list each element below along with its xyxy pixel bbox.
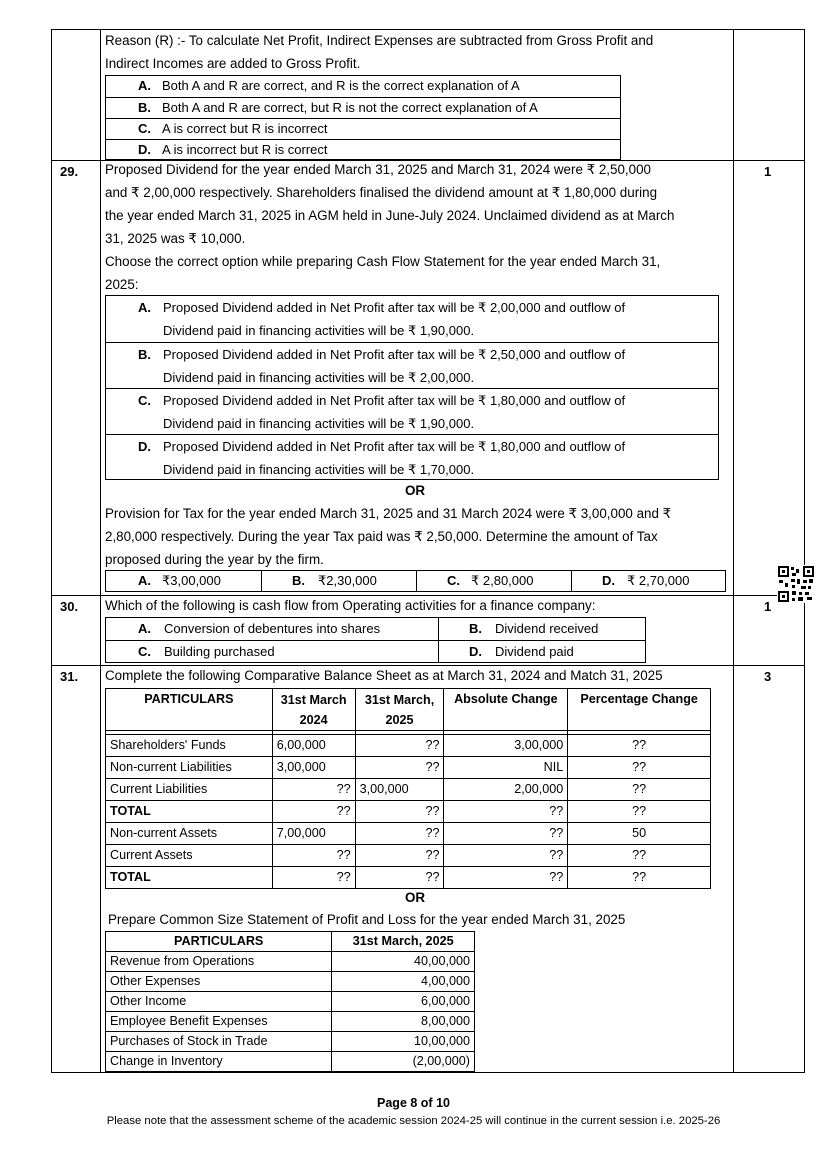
q29-option-d[interactable]: [106, 434, 718, 481]
option-letter: A.: [138, 573, 151, 588]
q31-alt-stem: Prepare Common Size Statement of Profit and Loss for the year ended March 31, 2025: [108, 912, 626, 927]
option-letter: C.: [138, 393, 151, 408]
assessment-scheme-note: Please note that the assessment scheme of the academic session 2024-25 will continue in the current session i.e. 2025-26: [106, 1115, 721, 1127]
cell-percentage[interactable]: ??: [568, 845, 711, 867]
q31-or-separator: OR: [405, 890, 426, 905]
row-label: Current Liabilities: [106, 779, 273, 801]
common-size-statement-table: [105, 931, 475, 1072]
q30-option-b[interactable]: [439, 618, 645, 640]
option-text: Dividend received: [495, 621, 599, 636]
option-letter: D.: [602, 573, 615, 588]
column-divider-left: [100, 29, 101, 1073]
option-letter: B.: [138, 347, 151, 362]
option-text-line2: Dividend paid in financing activities will be ₹ 1,70,000.: [163, 462, 475, 477]
option-letter: B.: [469, 621, 482, 636]
q28-options-box: [105, 75, 621, 160]
option-text: ₹ 2,80,000: [471, 573, 534, 588]
option-text-line2: Dividend paid in financing activities will be ₹ 1,90,000.: [163, 416, 475, 431]
table-row: [106, 779, 711, 801]
row-label: Other Expenses: [106, 972, 332, 992]
question-number-30: 30.: [60, 599, 79, 614]
q29-alt-options-box: [105, 570, 726, 592]
option-text: Dividend paid: [495, 644, 574, 659]
option-text: A is incorrect but R is correct: [162, 142, 328, 157]
reason-statement-line1: Reason (R) :- To calculate Net Profit, Indirect Expenses are subtracted from Gross Profit and: [105, 33, 654, 48]
option-text-line1: Proposed Dividend added in Net Profit after tax will be ₹ 1,80,000 and outflow of: [163, 393, 626, 408]
row-value: 4,00,000: [332, 972, 475, 992]
cell-2025[interactable]: ??: [355, 757, 444, 779]
table-header-row: [106, 689, 711, 731]
q30-option-d[interactable]: [439, 641, 645, 663]
q28-option-c[interactable]: [106, 118, 620, 140]
marks-q29: 1: [764, 164, 772, 179]
header-percentage-change: Percentage Change: [568, 689, 711, 731]
option-text-line2: Dividend paid in financing activities will be ₹ 1,90,000.: [163, 323, 475, 338]
option-letter: C.: [138, 644, 151, 659]
option-text: Building purchased: [164, 644, 275, 659]
table-row: [106, 757, 711, 779]
q29-stem-line4: 31, 2025 was ₹ 10,000.: [105, 231, 246, 246]
header-absolute-change: Absolute Change: [444, 689, 568, 731]
q30-stem: Which of the following is cash flow from Operating activities for a finance company:: [105, 598, 596, 613]
table-row: [106, 992, 475, 1012]
option-letter: D.: [138, 142, 151, 157]
cell-absolute[interactable]: ??: [444, 801, 568, 823]
cell-percentage[interactable]: ??: [568, 735, 711, 757]
q29-alt-option-d[interactable]: [572, 571, 725, 591]
row-label: Non-current Assets: [106, 823, 273, 845]
q29-alt-line2: 2,80,000 respectively. During the year Tax paid was ₹ 2,50,000. Determine the amount of Tax: [105, 529, 658, 544]
cell-percentage[interactable]: ??: [568, 757, 711, 779]
row-label: Other Income: [106, 992, 332, 1012]
table-row: [106, 823, 711, 845]
row-label: Change in Inventory: [106, 1052, 332, 1072]
cell-2024: 3,00,000: [272, 757, 355, 779]
q29-alt-line1: Provision for Tax for the year ended March 31, 2025 and 31 March 2024 were ₹ 3,00,000 and ₹: [105, 506, 672, 521]
option-letter: D.: [138, 439, 151, 454]
row-value: 8,00,000: [332, 1012, 475, 1032]
marks-q31: 3: [764, 669, 772, 684]
header-2025: 31st March, 2025: [332, 932, 475, 952]
column-divider-right: [733, 29, 734, 1073]
cell-absolute: 2,00,000: [444, 779, 568, 801]
q29-alt-option-b[interactable]: [262, 571, 416, 591]
table-row: [106, 845, 711, 867]
cell-absolute: NIL: [444, 757, 568, 779]
option-letter: A.: [138, 78, 151, 93]
q28-option-b[interactable]: [106, 97, 620, 119]
question-number-29: 29.: [60, 164, 79, 179]
option-letter: D.: [469, 644, 482, 659]
cell-absolute[interactable]: ??: [444, 823, 568, 845]
q30-option-a[interactable]: [106, 618, 438, 640]
cell-percentage[interactable]: ??: [568, 801, 711, 823]
option-text: ₹3,00,000: [162, 573, 221, 588]
table-row-total: [106, 801, 711, 823]
header-2025: 31st March, 2025: [355, 689, 444, 731]
q31-stem: Complete the following Comparative Balance Sheet as at March 31, 2024 and Match 31, 2025: [105, 668, 663, 683]
marks-q30: 1: [764, 599, 772, 614]
cell-absolute[interactable]: ??: [444, 867, 568, 889]
cell-absolute: 3,00,000: [444, 735, 568, 757]
q29-option-b[interactable]: [106, 342, 718, 389]
option-letter: A.: [138, 300, 151, 315]
table-row: [106, 735, 711, 757]
option-letter: C.: [138, 121, 151, 136]
question-number-31: 31.: [60, 669, 79, 684]
cell-percentage[interactable]: ??: [568, 779, 711, 801]
cell-percentage[interactable]: ??: [568, 867, 711, 889]
table-row: [106, 1012, 475, 1032]
table-row: [106, 972, 475, 992]
row-value: 6,00,000: [332, 992, 475, 1012]
table-row: [106, 1032, 475, 1052]
row-label: TOTAL: [106, 867, 273, 889]
row-value: (2,00,000): [332, 1052, 475, 1072]
option-letter: B.: [138, 100, 151, 115]
option-text-line2: Dividend paid in financing activities will be ₹ 2,00,000.: [163, 370, 475, 385]
cell-2024[interactable]: ??: [272, 801, 355, 823]
cell-2025[interactable]: ??: [355, 823, 444, 845]
cell-2025[interactable]: ??: [355, 801, 444, 823]
row-label: Shareholders' Funds: [106, 735, 273, 757]
option-text: Both A and R are correct, and R is the correct explanation of A: [162, 78, 520, 93]
q29-alt-option-c[interactable]: [417, 571, 571, 591]
option-letter: C.: [447, 573, 460, 588]
option-text: Conversion of debentures into shares: [164, 621, 381, 636]
option-text: ₹2,30,000: [318, 573, 377, 588]
q29-alt-line3: proposed during the year by the firm.: [105, 552, 324, 567]
header-particulars: PARTICULARS: [106, 689, 273, 731]
reason-statement-line2: Indirect Incomes are added to Gross Profit.: [105, 56, 361, 71]
cell-2025[interactable]: ??: [355, 845, 444, 867]
q30-options-box: [105, 617, 646, 663]
q29-stem-line1: Proposed Dividend for the year ended March 31, 2025 and March 31, 2024 were ₹ 2,50,000: [105, 162, 651, 177]
table-row: [106, 1052, 475, 1072]
option-letter: A.: [138, 621, 151, 636]
cell-2024: 7,00,000: [272, 823, 355, 845]
q28-option-a[interactable]: [106, 76, 620, 97]
option-text-line1: Proposed Dividend added in Net Profit after tax will be ₹ 2,50,000 and outflow of: [163, 347, 626, 362]
q29-stem-line2: and ₹ 2,00,000 respectively. Shareholders finalised the dividend amount at ₹ 1,80,000 during: [105, 185, 658, 200]
table-header-row: [106, 932, 475, 952]
option-text: A is correct but R is incorrect: [162, 121, 328, 136]
row-label: Current Assets: [106, 845, 273, 867]
q29-stem-line5: Choose the correct option while preparing Cash Flow Statement for the year ended March 31,: [105, 254, 661, 269]
q30-option-c[interactable]: [106, 641, 438, 663]
option-text-line1: Proposed Dividend added in Net Profit after tax will be ₹ 1,80,000 and outflow of: [163, 439, 626, 454]
q29-stem-line6: 2025:: [105, 277, 139, 292]
comparative-balance-sheet-table: [105, 688, 711, 889]
cell-2025: 3,00,000: [355, 779, 444, 801]
row-value: 10,00,000: [332, 1032, 475, 1052]
row-label: Non-current Liabilities: [106, 757, 273, 779]
row-label: Revenue from Operations: [106, 952, 332, 972]
cell-absolute[interactable]: ??: [444, 845, 568, 867]
cell-2024[interactable]: ??: [272, 867, 355, 889]
cell-2024: 6,00,000: [272, 735, 355, 757]
page-number: Page 8 of 10: [377, 1096, 450, 1110]
row-label: Employee Benefit Expenses: [106, 1012, 332, 1032]
q29-alt-option-a[interactable]: [106, 571, 261, 591]
q29-options-box: [105, 295, 719, 480]
option-text-line1: Proposed Dividend added in Net Profit after tax will be ₹ 2,00,000 and outflow of: [163, 300, 626, 315]
cell-2025[interactable]: ??: [355, 735, 444, 757]
cell-2024[interactable]: ??: [272, 779, 355, 801]
row-label: Purchases of Stock in Trade: [106, 1032, 332, 1052]
header-2024: 31st March 2024: [272, 689, 355, 731]
q29-option-c[interactable]: [106, 388, 718, 435]
qr-code-icon: [777, 565, 815, 603]
q29-stem-line3: the year ended March 31, 2025 in AGM held in June-July 2024. Unclaimed dividend as at March: [105, 208, 675, 223]
table-row: [106, 952, 475, 972]
cell-percentage: 50: [568, 823, 711, 845]
row-label: TOTAL: [106, 801, 273, 823]
row-value: 40,00,000: [332, 952, 475, 972]
cell-2024[interactable]: ??: [272, 845, 355, 867]
option-letter: B.: [292, 573, 305, 588]
option-text: ₹ 2,70,000: [627, 573, 690, 588]
header-particulars: PARTICULARS: [106, 932, 332, 952]
option-text: Both A and R are correct, but R is not the correct explanation of A: [162, 100, 538, 115]
q29-or-separator: OR: [405, 483, 426, 498]
q29-option-a[interactable]: [106, 296, 718, 342]
cell-2025[interactable]: ??: [355, 867, 444, 889]
